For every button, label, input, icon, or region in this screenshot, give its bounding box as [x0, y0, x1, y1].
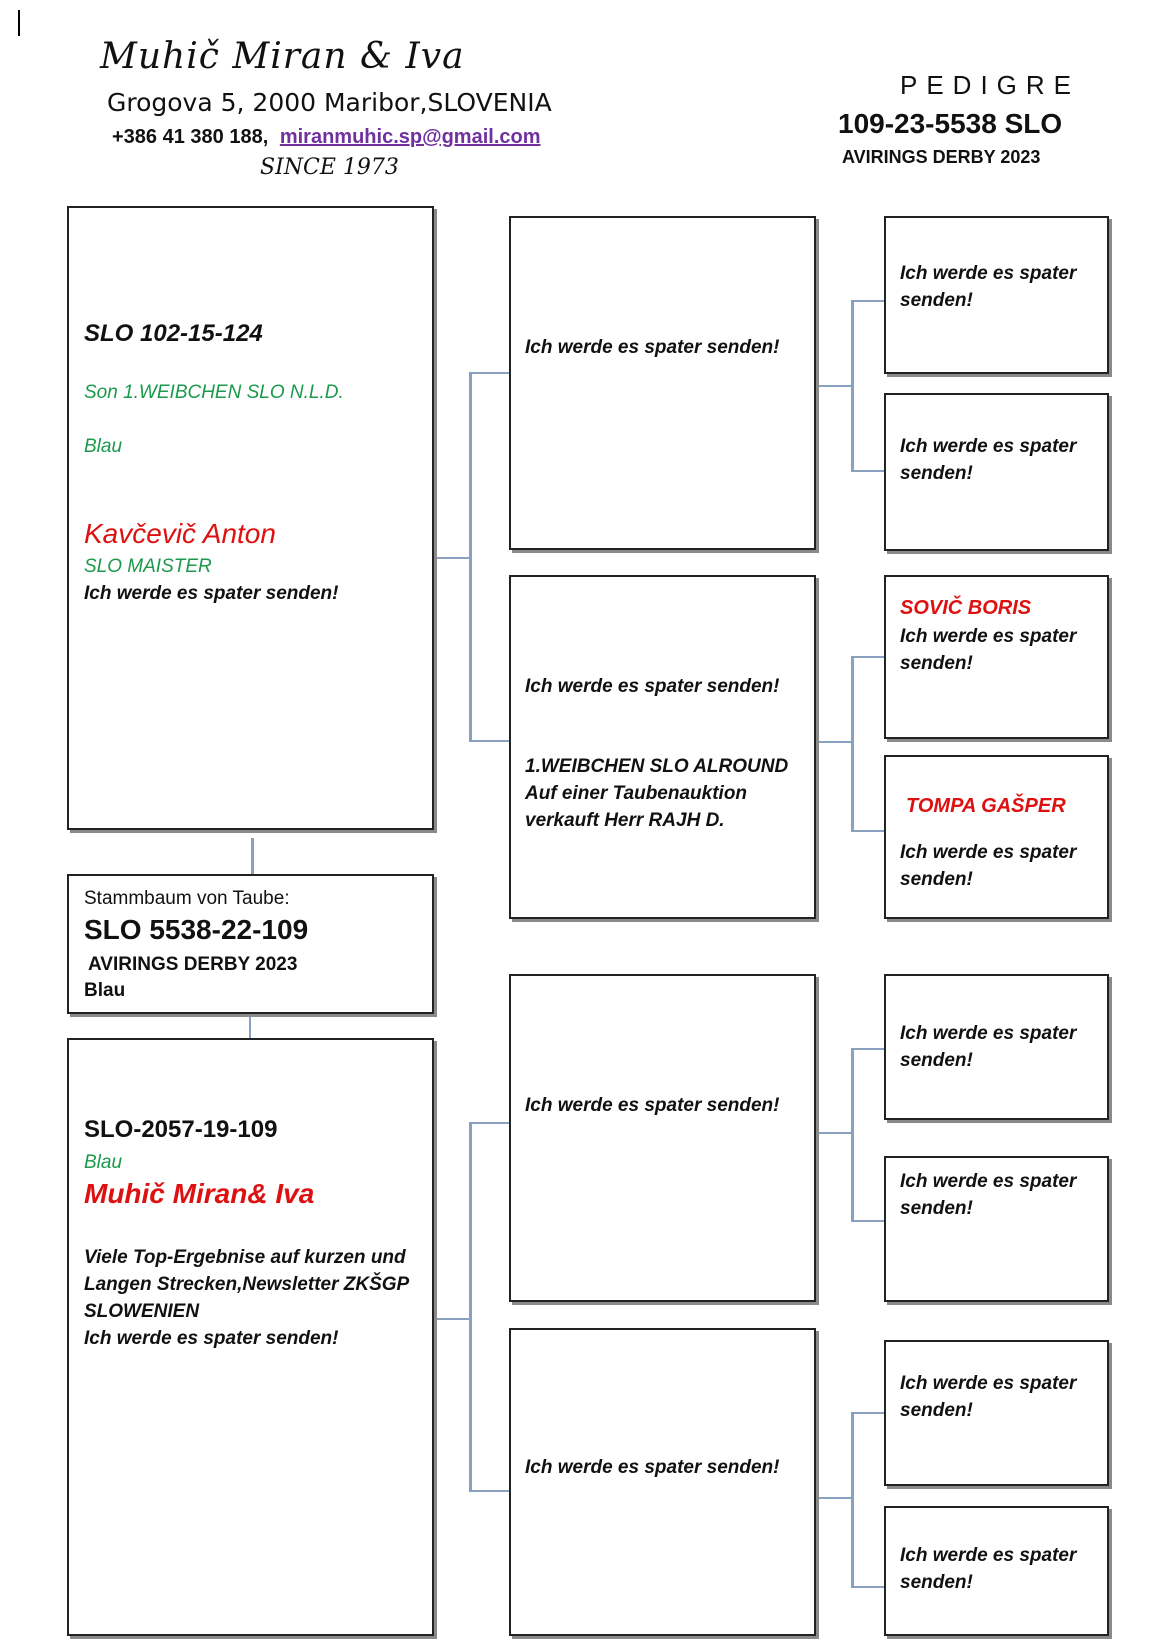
- sire-box: [67, 206, 434, 830]
- gg6-line1: Ich werde es spater: [900, 1171, 1077, 1192]
- dam-box: [67, 1038, 434, 1636]
- connector-g3-vertical: [851, 1048, 854, 1222]
- sire-ring: SLO 102-15-124: [84, 320, 263, 347]
- connector-g1-bottom: [851, 470, 887, 472]
- gg2-line2: senden!: [900, 463, 973, 484]
- subject-color: Blau: [84, 980, 126, 1001]
- subject-ring: SLO 5538-22-109: [84, 914, 309, 945]
- granddam-line1: 1.WEIBCHEN SLO ALROUND: [525, 756, 789, 777]
- gg6-line2: senden!: [900, 1198, 973, 1219]
- connector-g4-bottom: [851, 1586, 887, 1588]
- gg1-line2: senden!: [900, 290, 973, 311]
- connector-sire-subject: [251, 838, 254, 874]
- text-cursor: [18, 10, 20, 36]
- connector-g1: [816, 385, 852, 387]
- connector-g3-top: [851, 1048, 887, 1050]
- gg4-line2: senden!: [900, 869, 973, 890]
- gg7-line2: senden!: [900, 1400, 973, 1421]
- gg8-line2: senden!: [900, 1572, 973, 1593]
- dam-info-line2: Langen Strecken,Newsletter ZKŠGP: [84, 1274, 410, 1295]
- grandsire-box: [509, 216, 816, 550]
- connector-dam-vertical: [469, 1122, 472, 1492]
- dam-info-line1: Viele Top-Ergebnise auf kurzen und: [84, 1247, 406, 1268]
- great-grandparent-4: [884, 755, 1109, 919]
- connector-g4-top: [851, 1412, 887, 1414]
- email-link[interactable]: miranmuhic.sp@gmail.com: [279, 126, 541, 148]
- connector-sire-bottom: [469, 740, 509, 742]
- gg3-name: SOVIČ BORIS: [900, 597, 1032, 619]
- granddam-line2: Auf einer Taubenauktion: [525, 783, 748, 804]
- great-grandparent-8: [884, 1506, 1109, 1636]
- subject-derby: AVIRINGS DERBY 2023: [88, 954, 298, 975]
- sire-color: Blau: [84, 436, 123, 457]
- dam-info-line3: SLOWENIEN: [84, 1301, 200, 1322]
- connector-g1-top: [851, 300, 887, 302]
- subject-box: [67, 874, 434, 1014]
- gg3-line1: Ich werde es spater: [900, 626, 1077, 647]
- dam-breeder: Muhič Miran& Iva: [84, 1178, 315, 1209]
- connector-g3: [816, 1132, 852, 1134]
- gg5-line2: senden!: [900, 1050, 973, 1071]
- pedigree-label: PEDIGRE: [900, 70, 1081, 100]
- dam-granddam-info: Ich werde es spater senden!: [525, 1457, 780, 1478]
- dam-color: Blau: [84, 1152, 123, 1173]
- sire-note: Son 1.WEIBCHEN SLO N.L.D.: [84, 382, 344, 403]
- gg4-name: TOMPA GAŠPER: [906, 795, 1066, 817]
- great-grandparent-6: [884, 1156, 1109, 1302]
- connector-g4-vertical: [851, 1412, 854, 1588]
- connector-sire-top: [469, 372, 509, 374]
- connector-g2-top: [851, 656, 887, 658]
- connector-dam-top: [469, 1122, 509, 1124]
- connector-g2-bottom: [851, 830, 887, 832]
- granddam-line3: verkauft Herr RAJH D.: [525, 810, 725, 831]
- connector-dam: [434, 1318, 470, 1320]
- gg7-line1: Ich werde es spater: [900, 1373, 1077, 1394]
- connector-sire-vertical: [469, 372, 472, 742]
- great-grandparent-1: [884, 216, 1109, 374]
- dam-grandsire-box: [509, 974, 816, 1302]
- phone: +386 41 380 188,: [112, 126, 269, 148]
- owner-name: Muhič Miran & Iva: [100, 36, 465, 77]
- dam-info-line4: Ich werde es spater senden!: [84, 1328, 339, 1349]
- connector-g3-bottom: [851, 1220, 887, 1222]
- granddam-box: [509, 575, 816, 919]
- great-grandparent-3: [884, 575, 1109, 739]
- sire-info: Ich werde es spater senden!: [84, 583, 339, 604]
- connector-g2-vertical: [851, 656, 854, 832]
- pedigree-ring-number: 109-23-5538 SLO: [838, 108, 1063, 139]
- connector-g2: [816, 741, 852, 743]
- granddam-info: Ich werde es spater senden!: [525, 676, 780, 697]
- connector-subject-dam: [249, 1012, 251, 1038]
- subject-label: Stammbaum von Taube:: [84, 888, 290, 909]
- dam-granddam-box: [509, 1328, 816, 1636]
- great-grandparent-2: [884, 393, 1109, 551]
- connector-sire: [434, 557, 470, 559]
- contact-line: [112, 126, 541, 149]
- gg4-line1: Ich werde es spater: [900, 842, 1077, 863]
- since-year: SINCE 1973: [260, 155, 399, 180]
- connector-dam-bottom: [469, 1490, 509, 1492]
- dam-ring: SLO-2057-19-109: [84, 1116, 278, 1143]
- sire-breeder: Kavčevič Anton: [84, 518, 276, 549]
- gg8-line1: Ich werde es spater: [900, 1545, 1077, 1566]
- grandsire-info: Ich werde es spater senden!: [525, 337, 780, 358]
- connector-g4: [816, 1497, 852, 1499]
- gg5-line1: Ich werde es spater: [900, 1023, 1077, 1044]
- gg3-line2: senden!: [900, 653, 973, 674]
- dam-grandsire-info: Ich werde es spater senden!: [525, 1095, 780, 1116]
- sire-title: SLO MAISTER: [84, 556, 212, 577]
- pedigree-derby: AVIRINGS DERBY 2023: [842, 147, 1041, 167]
- gg2-line1: Ich werde es spater: [900, 436, 1077, 457]
- gg1-line1: Ich werde es spater: [900, 263, 1077, 284]
- great-grandparent-5: [884, 974, 1109, 1120]
- connector-g1-vertical: [851, 300, 854, 472]
- address: Grogova 5, 2000 Maribor,SLOVENIA: [107, 88, 552, 117]
- great-grandparent-7: [884, 1340, 1109, 1486]
